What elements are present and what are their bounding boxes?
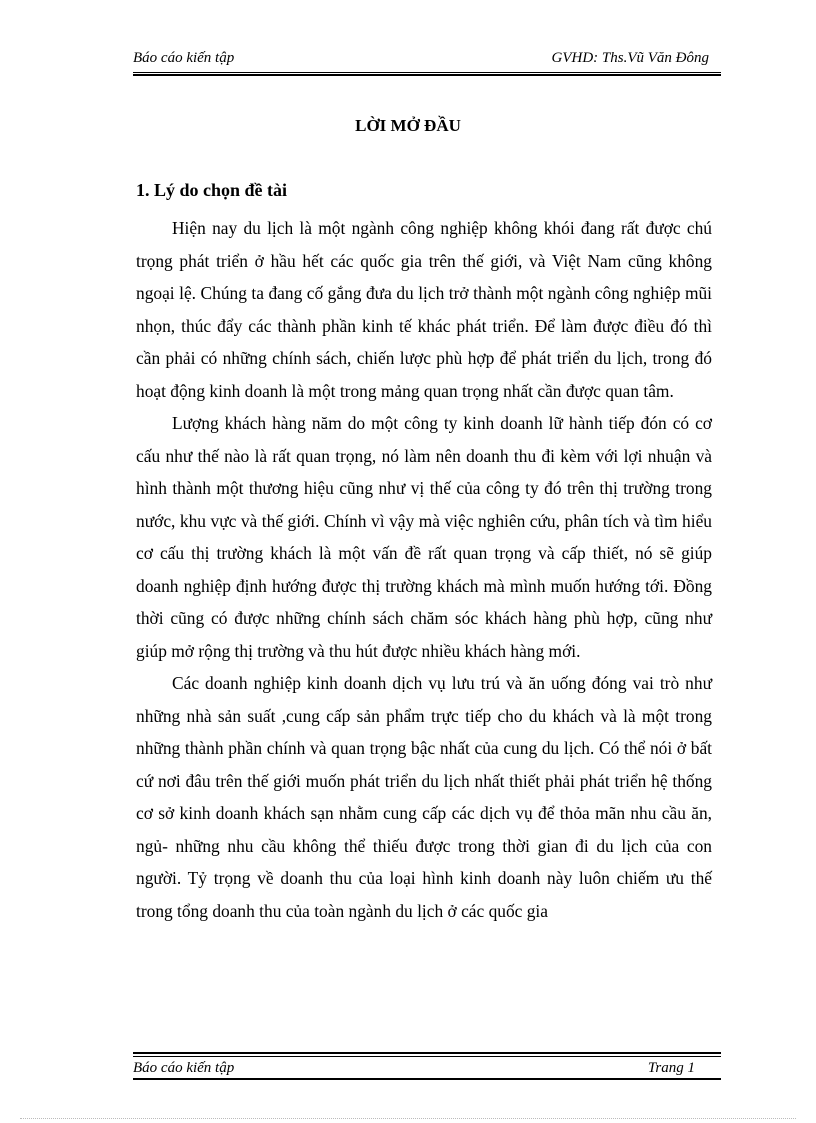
paragraph-2: Lượng khách hàng năm do một công ty kinh doanh lữ hành tiếp đón có cơ cấu như thế nào là rất quan trọng, nó làm nên doanh thu đi kèm với lợi nhuận và hình thành một thương hiệu cũng như vị thế của công ty đó trên thị trường trong nước, khu vực và thế giới. Chính vì vậy mà việc nghiên cứu, phân tích và tìm hiểu cơ cấu thị trường khách là một vấn đề rất quan trọng và cấp thiết, nó sẽ giúp doanh nghiệp định hướng được thị trường khách mà mình muốn hướng tới. Đồng thời cũng có được những chính sách chăm sóc khách hàng phù hợp, cũng như giúp mở rộng thị trường và thu hút được nhiều khách hàng mới.	[136, 413, 712, 661]
header-report-title: Báo cáo kiến tập	[133, 50, 235, 66]
footer-report-title: Báo cáo kiến tập	[133, 1060, 235, 1076]
footer-page-number: Trang 1	[647, 1060, 695, 1076]
header-rule	[133, 74, 721, 76]
page-edge-divider	[20, 1118, 796, 1119]
footer-bottom-rule	[133, 1078, 721, 1080]
paragraph-1: Hiện nay du lịch là một ngành công nghiệp không khói đang rất được chú trọng phát triển ở hầu hết các quốc gia trên thế giới, và Việt Nam cũng không ngoại lệ. Chúng ta đang cố gắng đưa du lịch trở thành một ngành công nghiệp mũi nhọn, thúc đẩy các thành phần kinh tế khác phát triển. Để làm được điều đó thì cần phải có những chính sách, chiến lược phù hợp để phát triển du lịch, trong đó hoạt động kinh doanh là một trong mảng quan trọng nhất cần được quan tâm.	[136, 218, 712, 401]
page-footer	[133, 1052, 721, 1078]
body-text	[136, 212, 712, 927]
paragraph-3: Các doanh nghiệp kinh doanh dịch vụ lưu trú và ăn uống đóng vai trò như những nhà sản suất ,cung cấp sản phẩm trực tiếp cho du khách và là một trong những thành phần chính và quan trọng bậc nhất của cung du lịch. Có thể nói ở bất cứ nơi đâu trên thế giới muốn phát triển du lịch nhất thiết phải phát triển hệ thống cơ sở kinh doanh khách sạn nhằm cung cấp các dịch vụ để thỏa mãn nhu cầu ăn, ngủ- những nhu cầu không thể thiếu được trong thời gian đi du lịch của con người. Tỷ trọng về doanh thu của loại hình kinh doanh này luôn chiếm ưu thế trong tổng doanh thu của toàn ngành du lịch ở các quốc gia	[136, 673, 712, 921]
section-heading: 1. Lý do chọn đề tài	[136, 180, 288, 200]
page-title: LỜI MỞ ĐẦU	[355, 116, 461, 135]
page-header	[133, 50, 721, 73]
footer-rule	[133, 1056, 721, 1057]
header-supervisor: GVHD: Ths.Vũ Văn Đông	[551, 50, 709, 66]
